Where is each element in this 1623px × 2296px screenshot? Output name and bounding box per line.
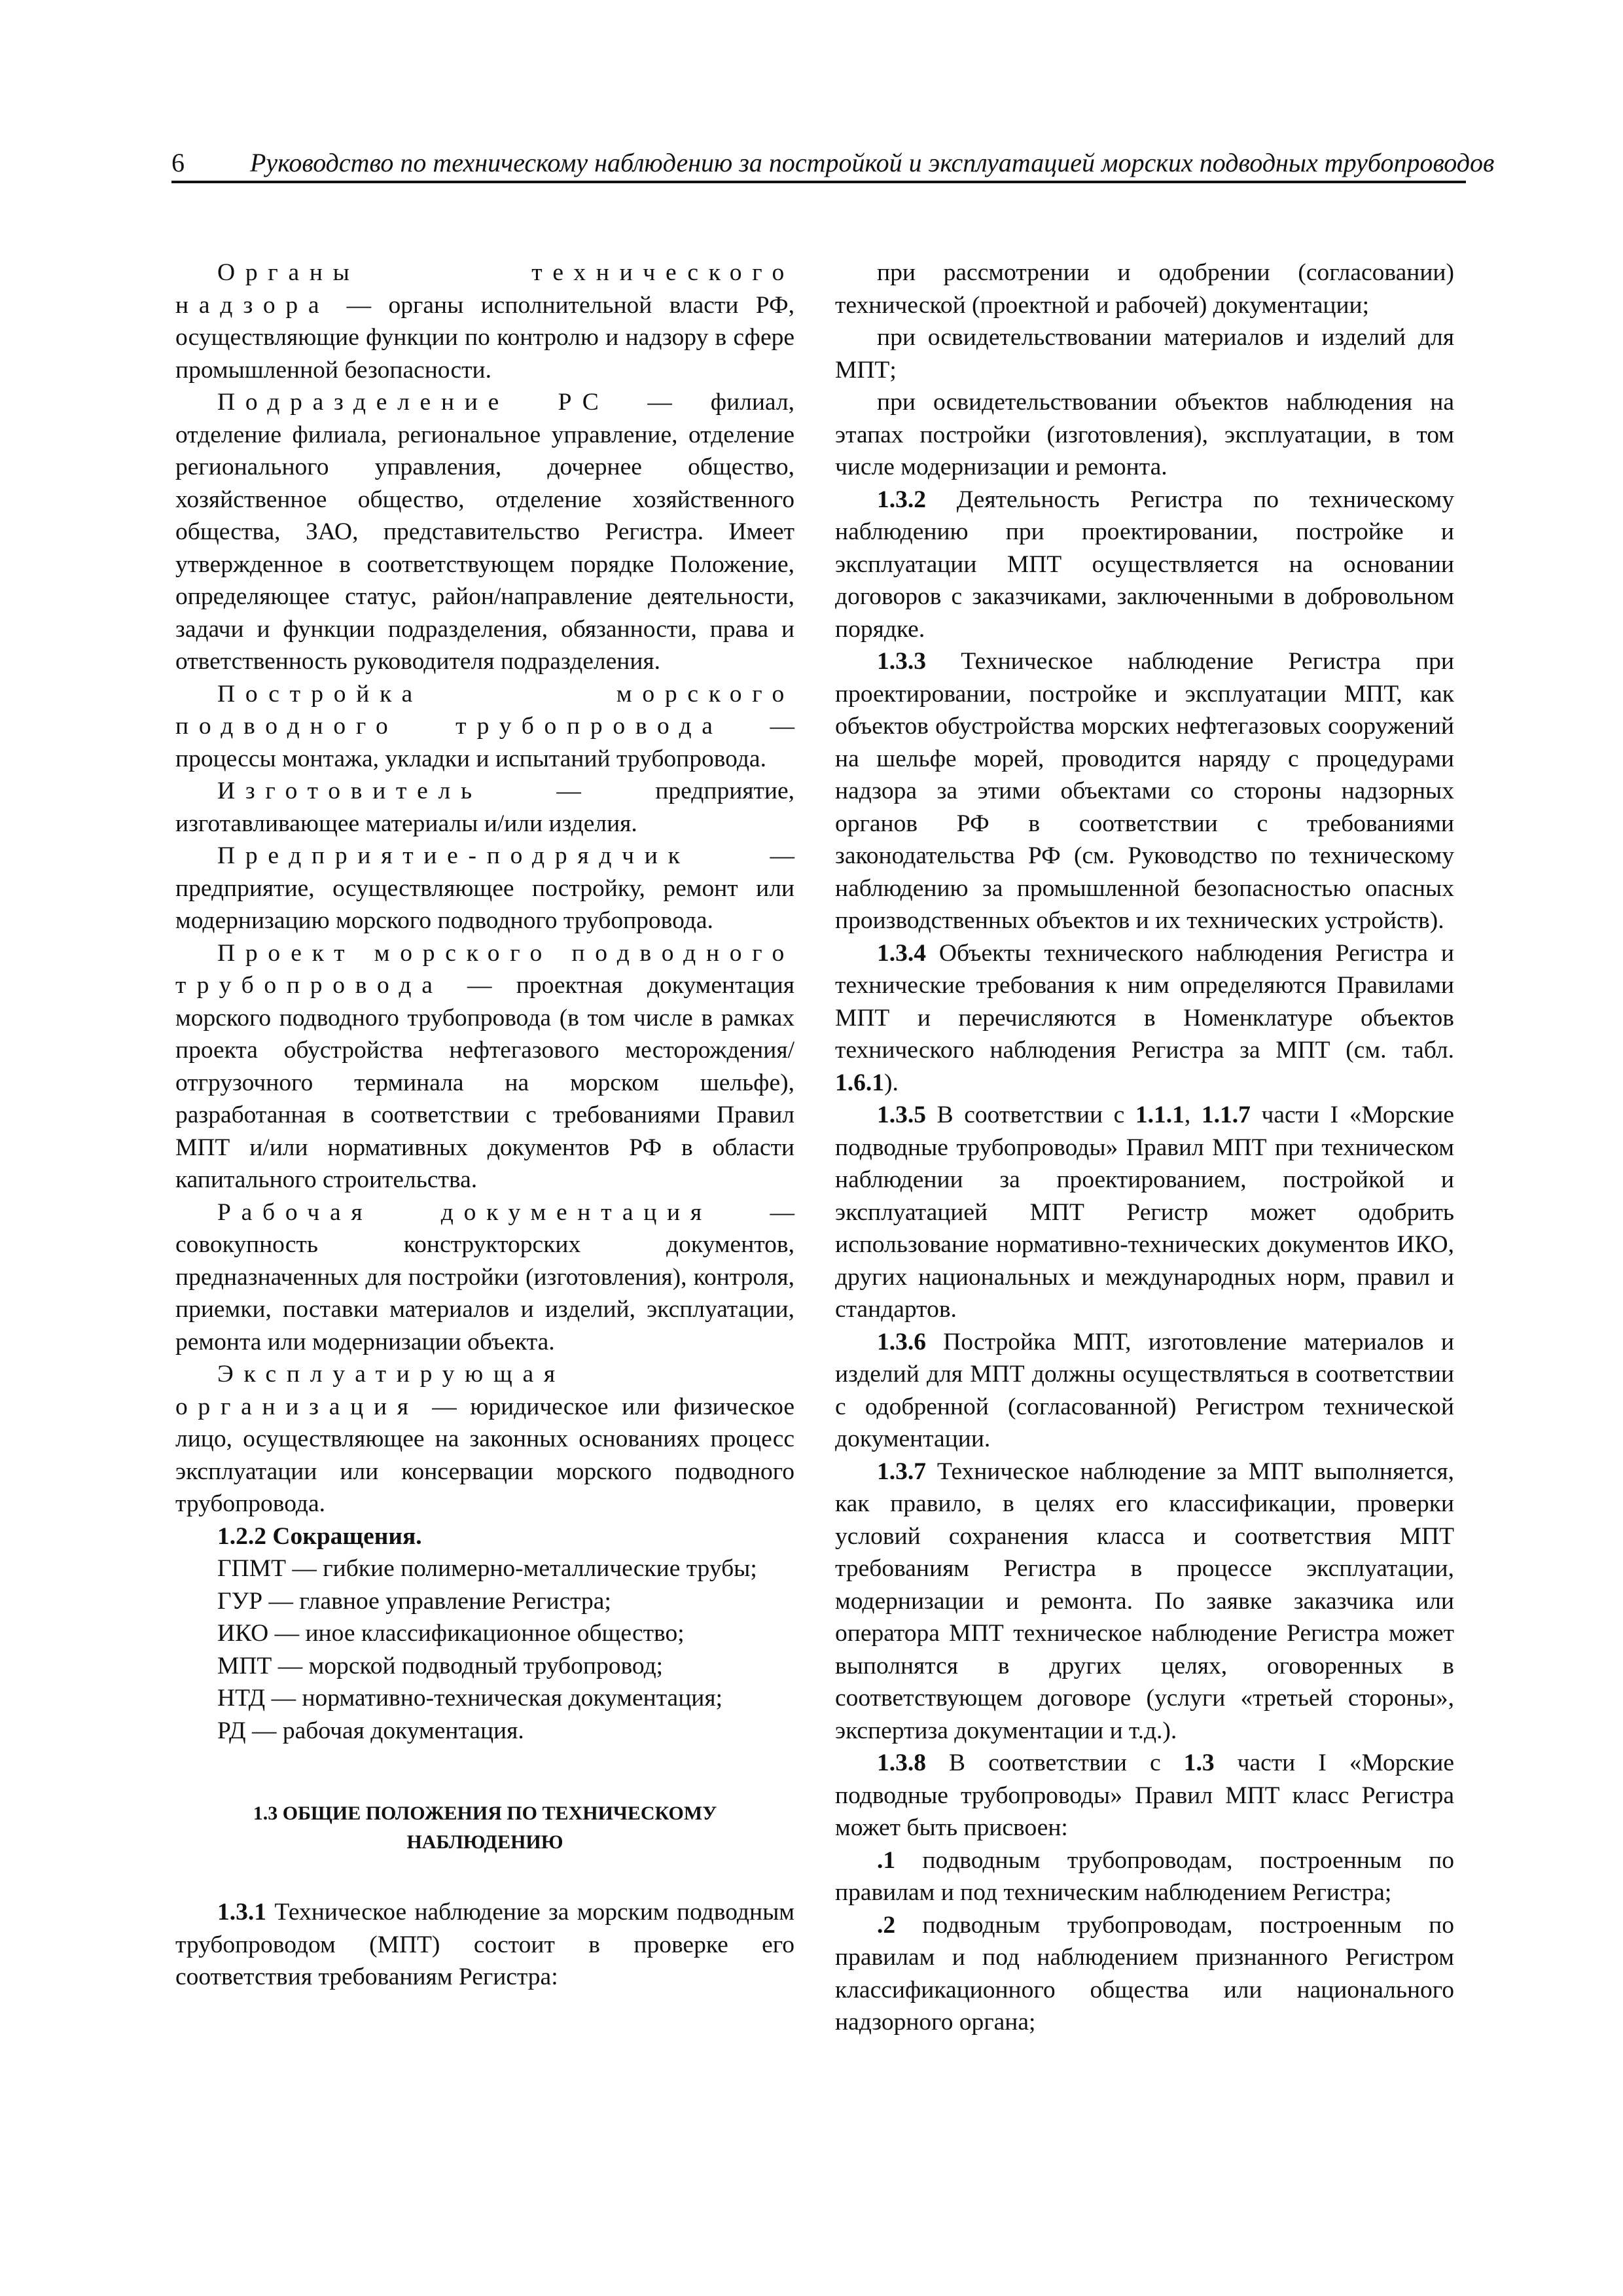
abbreviation-item: РД — рабочая документация. [217,1717,524,1744]
defined-term: Изготовитель [217,778,482,804]
defined-term: Подразделение РС [217,389,609,416]
abbreviation-item: МПТ — морской подводный трубопровод; [217,1652,664,1679]
defined-term: Постройка морского подводного трубопровода [175,680,794,740]
list-item-2: .2 подводным трубопроводам, построенным по правилам и под наблюдением признанного Регистром классификационного общества или национального надзорного органа; [835,1911,1454,2036]
definition-paragraph: Изготовитель — предприятие, изготавливающее материалы и/или изделия. [175,778,794,837]
clause-1-3-8: 1.3.8 В соответствии с 1.3 части I «Морские подводные трубопроводы» Правил МПТ класс Регистра может быть присвоен: [835,1749,1455,1841]
running-header-title: Руководство по техническому наблюдению за постройкой и эксплуатацией морских подводных трубопроводов [250,148,1495,177]
running-header [171,148,1495,183]
abbreviation-item: НТД — нормативно-техническая документация; [217,1685,723,1712]
right-column [835,257,1454,2039]
abbreviations-heading: 1.2.2 Сокращения. [217,1522,422,1550]
defined-term: Эксплуатирующая организация [175,1361,565,1420]
definition-paragraph: Предприятие-подрядчик — предприятие, осуществляющее постройку, ремонт или модернизацию морского подводного трубопровода. [175,842,794,934]
definition-paragraph: Проект морского подводного трубопровода — проектная документация морского подводного трубопровода (в том числе в рамках проекта обустройства нефтегазового месторождения/отгрузочного терминала на морском шельфе), разработанная в соответствии с требованиями Правил МПТ и/или нормативных документов РФ в области капитального строительства. [175,939,794,1193]
list-item-1: .1 подводным трубопроводам, построенным по правилам и под техническим наблюдением Регистра; [835,1846,1454,1906]
left-column [175,257,794,1994]
definition-paragraph: Подразделение РС — филиал, отделение филиала, региональное управление, отделение регионального управления, дочернее общество, хозяйственное общество, отделение хозяйственного общества, ЗАО, представительство Регистра. Имеет утвержденное в соответствующем порядке Положение, определяющее статус, район/направление деятельности, задачи и функции подразделения, обязанности, права и ответственность руководителя подразделения. [175,389,794,675]
defined-term: Рабочая документация [217,1198,712,1226]
defined-term: Проект морского подводного трубопровода [175,939,794,999]
clause-1-3-1: 1.3.1 Техническое наблюдение за морским подводным трубопроводом (МПТ) состоит в проверке его соответствия требованиям Регистра: [175,1899,794,1990]
definition-paragraph: Эксплуатирующая организация — юридическое или физическое лицо, осуществляющее на законных основаниях процесс эксплуатации или консервации морского подводного трубопровода. [175,1361,794,1517]
defined-term: Предприятие-подрядчик [217,842,690,869]
clause-1-3-6: 1.3.6 Постройка МПТ, изготовление материалов и изделий для МПТ должны осуществляться в соответствии с одобренной (согласованной) Регистром технической документации. [835,1328,1454,1452]
list-paragraph: при рассмотрении и одобрении (согласовании) технической (проектной и рабочей) документации; [835,259,1454,319]
list-paragraph: при освидетельствовании материалов и изделий для МПТ; [835,324,1454,384]
page-number: 6 [171,148,185,177]
clause-1-3-4: 1.3.4 Объекты технического наблюдения Регистра и технические требования к ним определяются Правилами МПТ и перечисляются в Номенклатуре объектов технического наблюдения Регистра за МПТ (см. табл. 1.6.1). [835,939,1454,1096]
abbreviation-item: ИКО — иное классификационное общество; [217,1620,685,1647]
definition-paragraph: Рабочая документация — совокупность конструкторских документов, предназначенных для постройки (изготовления), контроля, приемки, поставки материалов и изделий, эксплуатации, ремонта или модернизации объекта. [175,1198,794,1355]
clause-1-3-3: 1.3.3 Техническое наблюдение Регистра при проектировании, постройке и эксплуатации МПТ, как объектов обустройства морских нефтегазовых сооружений на шельфе морей, проводится наряду с процедурами надзора за этими объектами со стороны надзорных органов РФ в соответствии с требованиями законодательства РФ (см. Руководство по техническому наблюдению за промышленной безопасностью опасных производственных объектов и их технических устройств). [835,648,1454,934]
list-paragraph: при освидетельствовании объектов наблюдения на этапах постройки (изготовления), эксплуатации, в том числе модернизации и ремонта. [835,389,1454,480]
clause-1-3-5: 1.3.5 В соответствии с 1.1.1, 1.1.7 части I «Морские подводные трубопроводы» Правил МПТ при техническом наблюдении за проектированием, постройкой и эксплуатацией МПТ Регистр может одобрить использование нормативно-технических документов ИКО, других национальных и международных норм, правил и стандартов. [835,1102,1454,1323]
abbreviation-item: ГПМТ — гибкие полимерно-металлические трубы; [217,1555,757,1582]
abbreviation-item: ГУР — главное управление Регистра; [217,1587,611,1615]
section-heading: 1.3 ОБЩИЕ ПОЛОЖЕНИЯ ПО ТЕХНИЧЕСКОМУ НАБЛЮДЕНИЮ [253,1803,717,1853]
definition-paragraph: Постройка морского подводного трубопровода — процессы монтажа, укладки и испытаний трубопровода. [175,680,794,772]
defined-term: Органы технического надзора [175,259,794,319]
clause-1-3-2: 1.3.2 Деятельность Регистра по техническому наблюдению при проектировании, постройке и эксплуатации МПТ осуществляется на основании договоров с заказчиками, заключенными в добровольном порядке. [835,486,1454,643]
clause-1-3-7: 1.3.7 Техническое наблюдение за МПТ выполняется, как правило, в целях его классификации, проверки условий сохранения класса и соответствия МПТ требованиям Регистра в процессе эксплуатации, модернизации и ремонта. По заявке заказчика или оператора МПТ техническое наблюдение Регистра может выполнятся в других целях, оговоренных в соответствующем договоре (услуги «третьей стороны», экспертиза документации и т.д.). [835,1458,1454,1744]
definition-paragraph: Органы технического надзора — органы исполнительной власти РФ, осуществляющие функции по контролю и надзору в сфере промышленной безопасности. [175,259,794,384]
